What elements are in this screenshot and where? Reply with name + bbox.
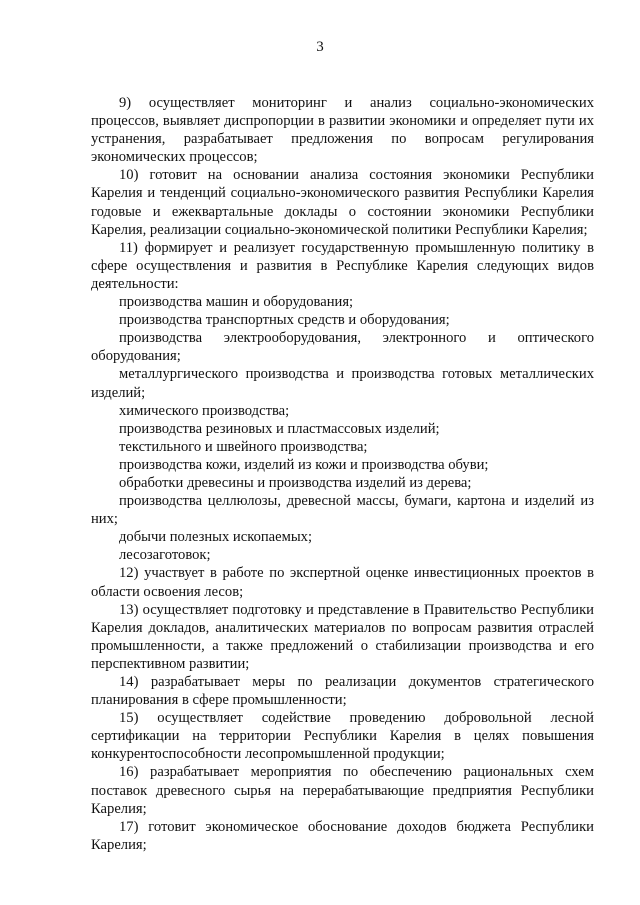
activity-list-item: производства транспортных средств и оборудования; [119,312,450,329]
activity-list-item: производства целлюлозы, древесной массы, бумаги, картона и изделий из них; [91,493,594,528]
paragraph-item-13: 13) осуществляет подготовку и представление в Правительство Республики Карелия докладов, аналитических материалов по вопросам развития отраслей промышленности, а также предложений о стабилизации производства и его перспективном развитии; [91,601,594,672]
activity-list-item: производства электрооборудования, электронного и оптического оборудования; [91,330,594,365]
paragraph-item-10: 10) готовит на основании анализа состояния экономики Республики Карелия и тенденций социально-экономического развития Республики Карелия годовые и ежеквартальные доклады о состоянии экономики Республики Карелия, реализации социально-экономической политики Республики Карелия; [91,167,594,238]
activity-list-item: производства резиновых и пластмассовых изделий; [119,420,440,437]
paragraph-item-12: 12) участвует в работе по экспертной оценке инвестиционных проектов в области освоения лесов; [91,565,594,600]
activity-list-item: лесозаготовок; [119,547,211,564]
paragraph-item-14: 14) разрабатывает меры по реализации документов стратегического планирования в сфере промышленности; [91,674,594,709]
activity-list-item: производства кожи, изделий из кожи и производства обуви; [119,456,489,473]
activity-list-item: обработки древесины и производства изделий из дерева; [119,474,472,491]
paragraph-item-9: 9) осуществляет мониторинг и анализ социально-экономических процессов, выявляет диспропорции в развитии экономики и определяет пути их устранения, разрабатывает предложения по вопросам регулирования экономических процессов; [91,95,594,166]
paragraph-item-11: 11) формирует и реализует государственную промышленную политику в сфере осуществления и развития в Республике Карелия следующих видов деятельности: [91,239,594,292]
activity-list-item: производства машин и оборудования; [119,294,354,311]
document-body [91,94,594,854]
page-number: 3 [316,39,324,55]
paragraph-item-17: 17) готовит экономическое обоснование доходов бюджета Республики Карелия; [91,818,594,853]
activity-list-item: текстильного и швейного производства; [119,438,368,455]
paragraph-item-16: 16) разрабатывает мероприятия по обеспечению рациональных схем поставок древесного сырья на перерабатывающие предприятия Республики Карелия; [91,764,594,817]
activity-list-item: химического производства; [119,402,290,419]
paragraph-item-15: 15) осуществляет содействие проведению добровольной лесной сертификации на территории Республики Карелия в целях повышения конкурентоспособности лесопромышленной продукции; [91,710,594,763]
activity-list-item: добычи полезных ископаемых; [119,529,313,546]
activity-list-item: металлургического производства и производства готовых металлических изделий; [91,366,594,401]
